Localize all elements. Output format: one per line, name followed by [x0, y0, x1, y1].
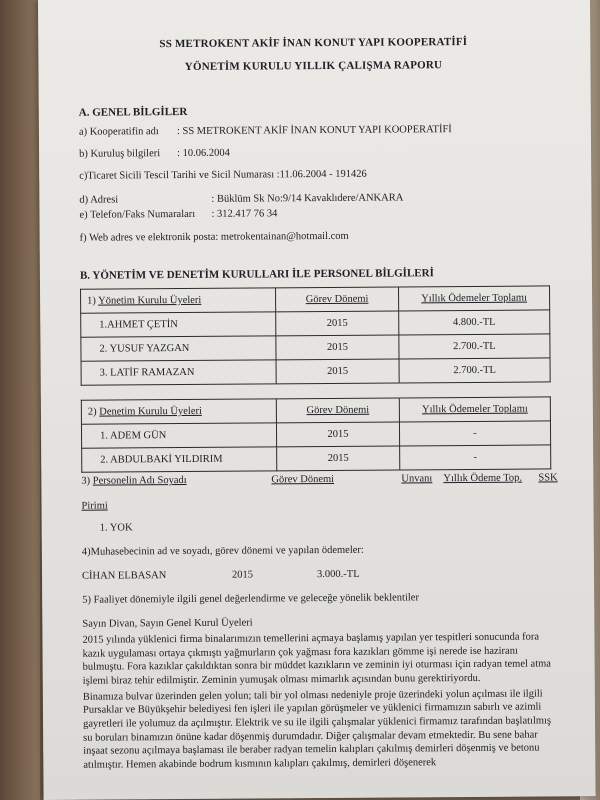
info-phone-label: e) Telefon/Faks Numaraları: [79, 209, 196, 221]
board-member-period: 2015: [276, 359, 399, 384]
info-founding-label: b) Kuruluş bilgileri: [79, 147, 161, 160]
accountant-period: 2015: [231, 569, 254, 581]
board-header-row: [81, 286, 550, 313]
personnel-prefix: 3): [81, 476, 91, 488]
personnel-payment-header: Yıllık Ödeme Top.: [443, 473, 523, 485]
audit-header-members: [81, 399, 276, 424]
accountant-payment: 3.000.-TL: [316, 568, 360, 581]
personnel-title-header: Unvanı: [401, 473, 433, 485]
info-phone: [79, 206, 549, 223]
info-web: [80, 229, 550, 246]
info-name-label: a) Kooperatifin adı: [78, 125, 159, 138]
audit-table: [81, 397, 551, 473]
board-header-members-text: Yönetim Kurulu Üyeleri: [98, 294, 202, 307]
audit-member-payment: -: [399, 421, 550, 446]
board-prefix: 1): [87, 295, 96, 307]
board-header-period: Görev Dönemi: [276, 287, 399, 312]
audit-header-payments: Yıllık Ödemeler Toplamı: [399, 397, 550, 422]
evaluation-heading: 5) Faaliyet dönemiyle ilgili genel değerlendirme ve geleceğe yönelik beklentiler: [82, 592, 419, 606]
document-title: SS METROKENT AKİF İNAN KONUT YAPI KOOPERATİFİ: [159, 36, 468, 51]
salutation: Sayın Divan, Sayın Genel Kurul Üyeleri: [82, 617, 253, 631]
info-web-value: metrokentainan@hotmail.com: [220, 231, 349, 244]
info-address-value: : Büklüm Sk No:9/14 Kavaklıdere/ANKARA: [211, 192, 404, 205]
info-name: [79, 122, 549, 139]
info-registry-value: :11.06.2004 - 191426: [276, 168, 367, 181]
info-name-value: : SS METROKENT AKİF İNAN KONUT YAPI KOOPERATİFİ: [176, 123, 452, 137]
personnel-name-header-text: Personelin Adı Soyadı: [92, 475, 187, 488]
audit-member-period: 2015: [276, 422, 399, 447]
audit-header-members-text: Denetim Kurulu Üyeleri: [99, 405, 202, 418]
board-member-period: 2015: [276, 311, 399, 336]
table-row: [81, 334, 550, 361]
audit-member-name: 2. ABDULBAKİ YILDIRIM: [82, 447, 277, 472]
section-a-heading: A. GENEL BİLGİLER: [78, 105, 188, 119]
report-body: [82, 615, 553, 772]
board-member-name: 2. YUSUF YAZGAN: [81, 336, 276, 361]
document-content: [78, 34, 558, 774]
accountant-row: [82, 567, 552, 584]
audit-member-period: 2015: [277, 446, 400, 471]
table-row: [81, 421, 550, 448]
audit-member-name: 1. ADEM GÜN: [81, 423, 276, 448]
audit-header-row: [81, 397, 550, 424]
board-header-members: [81, 288, 276, 313]
board-member-payment: 4.800.-TL: [399, 310, 550, 335]
info-founding-value: : 10.06.2004: [177, 147, 230, 159]
document-page: [38, 0, 596, 800]
info-founding: [79, 144, 549, 161]
board-member-name: 1.AHMET ÇETİN: [81, 312, 276, 337]
body-paragraph-1: 2015 yılında yüklenici firma binalarımızın temellerini açmaya başlamış yapılan yer tespitleri sonucunda fora kazık uygulaması ortaya çıkmıştı yağmurların çok yağması fora kazıkları gömme işi nerede ise haziranı bulmuştu. Fora kazıklar çakıldıktan sonra bir müddet kazıkların ve zeminin iyi oturması için radyan temel atma işlemi biraz tehir edilmiştir. Zeminin yumuşak olması mimarlık açısından bunu gerektiriyordu.: [82, 631, 551, 687]
board-member-name: 3. LATİF RAMAZAN: [81, 360, 276, 385]
personnel-ssk-header: SSK: [538, 472, 558, 484]
info-address-label: d) Adresi: [79, 194, 119, 206]
section-b-heading: B. YÖNETİM VE DENETİM KURULLARI İLE PERSONEL BİLGİLERİ: [79, 266, 434, 282]
info-registry-label: c)Ticaret Sicili Tescil Tarihi ve Sicil Numarası: [79, 169, 275, 182]
personnel-period-header: Görev Dönemi: [271, 474, 335, 486]
table-row: [81, 310, 550, 337]
audit-prefix: 2): [87, 406, 97, 418]
body-paragraph-2: Binamıza bulvar üzerinden gelen yolun; tali bir yol olması nedeniyle proje üzerindeki yolun açılması ile ilgili Pursaklar ve Büyükşehir belediyesi fen işleri ile yapılan görüşmeler ve yüklenici firmamızın sabırlı ve azimli gayretleri ile yolumuz da açılmıştır. Elektrik ve su ile ilgili çalışmalar yüklenici firmamız tarafından başlatılmış su boruları binamızın önüne kadar döşenmiş durumdadır. Diğer çalışmalar devam etmektedir. Bu sene bahar inşaat sezonu açılmaya başlaması ile beraber radyan temelin kalıpları çakılmış demirleri döşenmiş ve betonu atılmıştır. Hemen akabinde bodrum kısmının kalıpları çakılmış, demirleri döşenerek: [82, 688, 552, 771]
personnel-header: [81, 472, 558, 489]
personnel-name-header: [81, 474, 271, 489]
personnel-premium-text: Pirimi: [81, 500, 108, 512]
audit-header-period: Görev Dönemi: [276, 398, 399, 423]
board-member-payment: 2.700.-TL: [399, 358, 550, 383]
personnel-entry: 1. YOK: [99, 522, 133, 534]
table-surface-left: [0, 0, 40, 800]
info-registry: [79, 166, 549, 183]
accountant-heading: 4)Muhasebecinin ad ve soyadı, görev dönemi ve yapılan ödemeler:: [81, 544, 364, 558]
document-subtitle: YÖNETİM KURULU YILLIK ÇALIŞMA RAPORU: [184, 59, 443, 73]
info-web-label: f) Web adres ve elektronik posta:: [79, 232, 219, 245]
board-header-payments: Yıllık Ödemeler Toplamı: [399, 286, 550, 311]
table-row: [82, 445, 551, 472]
audit-member-payment: -: [400, 445, 551, 470]
accountant-name: CİHAN ELBASAN: [81, 570, 167, 582]
board-table: [80, 286, 551, 386]
personnel-premium-label: [81, 496, 551, 513]
info-phone-value: : 312.417 76 34: [211, 208, 278, 221]
table-row: [81, 358, 550, 385]
board-member-payment: 2.700.-TL: [399, 334, 550, 359]
board-member-period: 2015: [276, 335, 399, 360]
